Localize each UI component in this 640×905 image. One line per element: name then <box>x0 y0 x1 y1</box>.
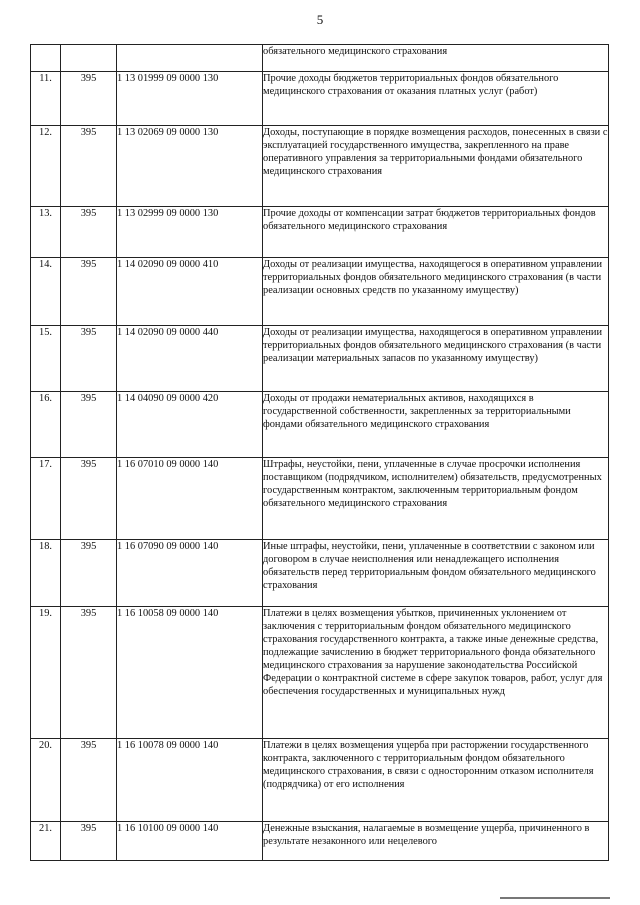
row-description: Прочие доходы бюджетов территориальных фондов обязательного медицинского страхования от оказания платных услуг (работ) <box>263 72 609 126</box>
table-row <box>31 326 609 392</box>
row-number: 14. <box>31 258 61 326</box>
scan-edge-line <box>500 897 610 899</box>
page-number: 5 <box>316 12 324 27</box>
row-description: Доходы от реализации имущества, находящегося в оперативном управлении территориальных фондов обязательного медицинского страхования (в части реализации материальных запасов по указанному имуществу) <box>263 326 609 392</box>
row-description: Прочие доходы от компенсации затрат бюджетов территориальных фондов обязательного медицинского страхования <box>263 207 609 258</box>
admin-code: 395 <box>61 326 117 392</box>
admin-code: 395 <box>61 207 117 258</box>
table-row <box>31 207 609 258</box>
row-number: 21. <box>31 822 61 861</box>
admin-code: 395 <box>61 540 117 607</box>
kbk-code-cell <box>117 45 263 72</box>
row-number: 20. <box>31 739 61 822</box>
admin-code: 395 <box>61 392 117 458</box>
kbk-code: 1 16 10078 09 0000 140 <box>117 739 263 822</box>
kbk-code: 1 14 02090 09 0000 440 <box>117 326 263 392</box>
table-row <box>31 822 609 861</box>
row-number: 16. <box>31 392 61 458</box>
kbk-code: 1 13 02069 09 0000 130 <box>117 126 263 207</box>
table-row <box>31 392 609 458</box>
kbk-code: 1 14 04090 09 0000 420 <box>117 392 263 458</box>
row-number: 19. <box>31 607 61 739</box>
kbk-code: 1 14 02090 09 0000 410 <box>117 258 263 326</box>
table-row <box>31 72 609 126</box>
row-number-cell <box>31 45 61 72</box>
kbk-code: 1 16 07010 09 0000 140 <box>117 458 263 540</box>
row-number: 15. <box>31 326 61 392</box>
row-description: Доходы от реализации имущества, находящегося в оперативном управлении территориальных фондов обязательного медицинского страхования (в части реализации основных средств по указанному имуществу) <box>263 258 609 326</box>
table-row <box>31 458 609 540</box>
kbk-code: 1 16 07090 09 0000 140 <box>117 540 263 607</box>
row-description: Денежные взыскания, налагаемые в возмещение ущерба, причиненного в результате незаконного или нецелевого <box>263 822 609 861</box>
admin-code-cell <box>61 45 117 72</box>
row-number: 18. <box>31 540 61 607</box>
row-number: 11. <box>31 72 61 126</box>
table-row-continuation <box>31 45 609 72</box>
row-description: Доходы от продажи нематериальных активов, находящихся в государственной собственности, закрепленных за территориальными фондами обязательного медицинского страхования <box>263 392 609 458</box>
row-description: Платежи в целях возмещения убытков, причиненных уклонением от заключения с территориальным фондом обязательного медицинского страхования государственного контракта, а также иные денежные средства, подлежащие зачислению в бюджет территориального фонда обязательного медицинского страхования за нарушение законодательства Российской Федерации о контрактной системе в сфере закупок товаров, работ, услуг для обеспечения государственных и муниципальных нужд <box>263 607 609 739</box>
row-description: Иные штрафы, неустойки, пени, уплаченные в соответствии с законом или договором в случае неисполнения или ненадлежащего исполнения обязательств перед территориальным фондом обязательного медицинского страхования <box>263 540 609 607</box>
admin-code: 395 <box>61 822 117 861</box>
table-row <box>31 126 609 207</box>
admin-code: 395 <box>61 739 117 822</box>
row-description: Платежи в целях возмещения ущерба при расторжении государственного контракта, заключенного с территориальным фондом обязательного медицинского страхования, в связи с односторонним отказом исполнителя (подрядчика) от его исполнения <box>263 739 609 822</box>
admin-code: 395 <box>61 458 117 540</box>
kbk-code: 1 13 01999 09 0000 130 <box>117 72 263 126</box>
row-number: 13. <box>31 207 61 258</box>
row-number: 17. <box>31 458 61 540</box>
row-description: Доходы, поступающие в порядке возмещения расходов, понесенных в связи с эксплуатацией государственного имущества, закрепленного на праве оперативного управления за территориальными фондами обязательного медицинского страхования <box>263 126 609 207</box>
kbk-code: 1 16 10058 09 0000 140 <box>117 607 263 739</box>
admin-code: 395 <box>61 72 117 126</box>
table-row <box>31 540 609 607</box>
admin-code: 395 <box>61 126 117 207</box>
row-description: Штрафы, неустойки, пени, уплаченные в случае просрочки исполнения поставщиком (подрядчиком, исполнителем) обязательств, предусмотренных государственным контрактом, заключенным территориальным фондом обязательного медицинского страхования <box>263 458 609 540</box>
row-number: 12. <box>31 126 61 207</box>
table-row <box>31 739 609 822</box>
table-row <box>31 607 609 739</box>
revenue-codes-table <box>30 44 609 861</box>
row-description: обязательного медицинского страхования <box>263 45 609 72</box>
kbk-code: 1 13 02999 09 0000 130 <box>117 207 263 258</box>
table-row <box>31 258 609 326</box>
admin-code: 395 <box>61 607 117 739</box>
kbk-code: 1 16 10100 09 0000 140 <box>117 822 263 861</box>
admin-code: 395 <box>61 258 117 326</box>
